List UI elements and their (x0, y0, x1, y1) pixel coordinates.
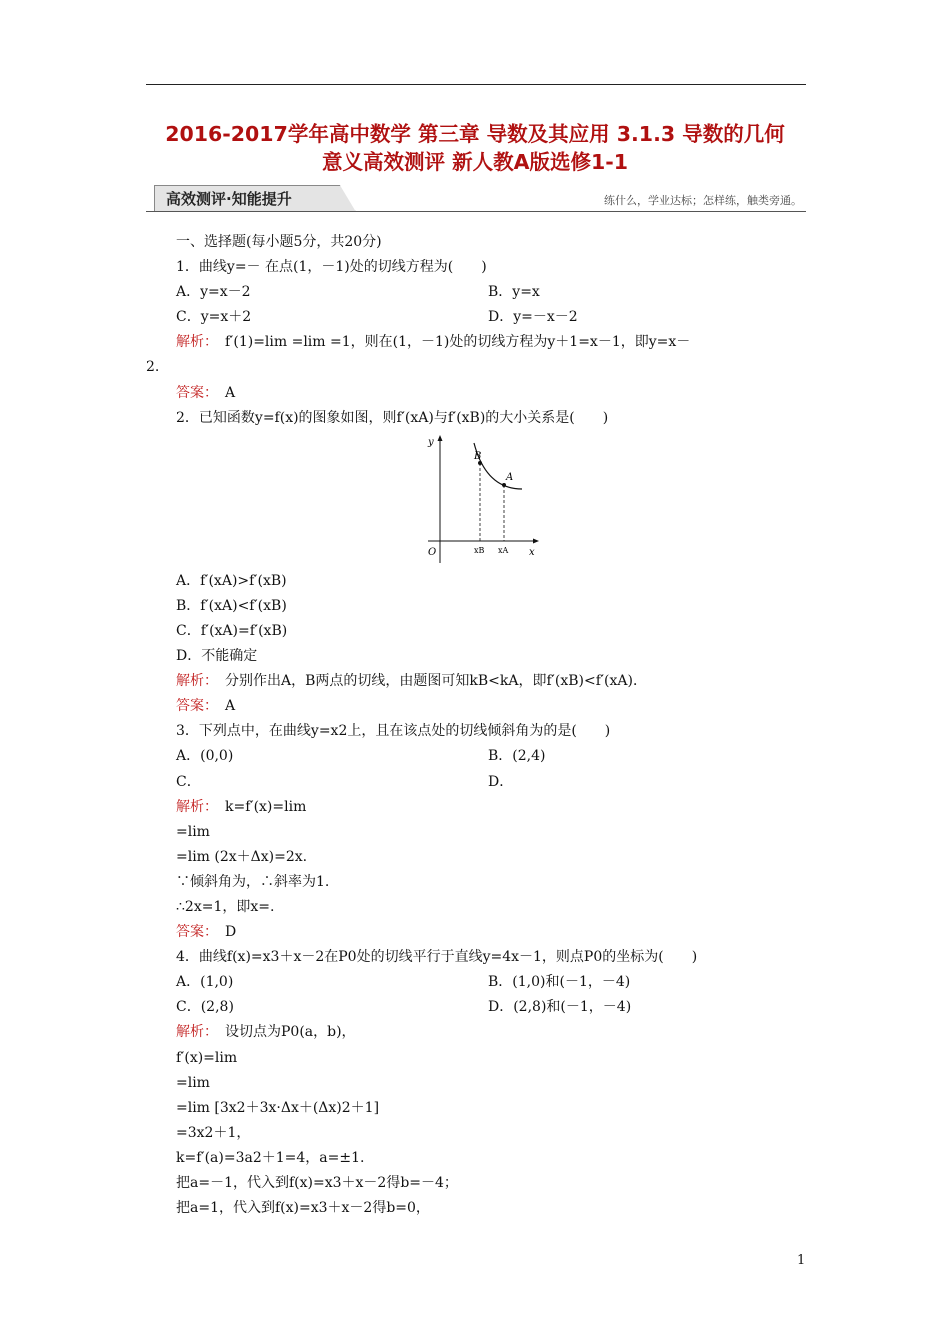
origin-label: O (428, 546, 437, 558)
question-2: 2．已知函数y=f(x)的图象如图，则f′(xA)与f′(xB)的大小关系是( ) (176, 409, 609, 426)
solution-3-step-2: =lim (176, 823, 210, 840)
question-4-options-cd (146, 995, 806, 1020)
answer-label: 答案： (176, 698, 211, 715)
question-3: 3．下列点中，在曲线y=x2上，且在该点处的切线倾斜角为的是( ) (176, 723, 611, 740)
page-number: 1 (797, 1253, 806, 1268)
solution-1 (146, 330, 806, 355)
solution-1-text: f′(1)=lim =lim =1，则在(1，－1)处的切线方程为y＋1=x－1，即y=x－ (211, 334, 691, 351)
option-2a: A．f′(xA)>f′(xB) (176, 572, 287, 589)
question-1-options-ab (146, 280, 806, 305)
option-1d: D．y=－x－2 (488, 309, 578, 326)
solution-4-step-2: f′(x)=lim (176, 1049, 238, 1066)
banner-label: 高效测评·知能提升 (166, 190, 292, 208)
function-graph (424, 435, 544, 567)
x-axis-label: x (529, 546, 535, 558)
solution-1-cont: 2. (146, 359, 160, 376)
section-heading: 一、选择题(每小题5分，共20分) (176, 234, 382, 250)
xa-label: xA (498, 545, 509, 555)
question-3-options-ab (146, 744, 806, 769)
question-1: 1．曲线y=－ 在点(1，－1)处的切线方程为( ) (176, 259, 487, 276)
banner-slogan: 练什么，学业达标；怎样练，触类旁通。 (604, 194, 802, 207)
solution-4 (146, 1020, 806, 1045)
solution-4-step-8: 把a=1，代入到f(x)=x3＋x－2得b=0， (176, 1200, 430, 1217)
solution-3 (146, 795, 806, 820)
question-4: 4．曲线f(x)=x3＋x－2在P0处的切线平行于直线y=4x－1，则点P0的坐标为( ) (176, 949, 698, 966)
function-curve (474, 443, 522, 489)
option-4d: D．(2,8)和(－1，－4) (488, 999, 632, 1016)
option-2b: B．f′(xA)<f′(xB) (176, 597, 287, 614)
solution-label: 解析： (176, 334, 211, 351)
point-a-label: A (506, 471, 514, 483)
solution-label: 解析： (176, 673, 211, 690)
header-rule (146, 84, 806, 85)
solution-2-text: 分别作出A，B两点的切线，由题图可知kB<kA，即f′(xB)<f′(xA)． (211, 673, 647, 690)
document-body (146, 230, 806, 1221)
solution-label: 解析： (176, 798, 211, 815)
answer-label: 答案： (176, 384, 211, 401)
solution-3-step-5: ∴2x=1，即x=. (176, 898, 275, 915)
solution-4-step-6: k=f′(a)=3a2＋1=4，a=±1. (176, 1149, 365, 1166)
solution-4-text: 设切点为P0(a，b)， (211, 1024, 356, 1041)
question-1-options-cd (146, 305, 806, 330)
y-axis-arrow (438, 435, 443, 441)
y-axis-label: y (428, 436, 434, 448)
solution-4-step-5: =3x2＋1， (176, 1124, 251, 1141)
option-4b: B．(1,0)和(－1，－4) (488, 974, 631, 991)
option-4a: A．(1,0) (176, 974, 234, 991)
solution-3-text: k=f′(x)=lim (211, 798, 307, 815)
solution-label: 解析： (176, 1024, 211, 1041)
x-axis-arrow (533, 538, 539, 543)
solution-4-step-3: =lim (176, 1074, 210, 1091)
answer-label: 答案： (176, 924, 211, 941)
solution-3-step-4: ∵倾斜角为，∴斜率为1. (176, 873, 330, 890)
option-1c: C．y=x＋2 (176, 309, 252, 326)
option-3d: D． (488, 773, 514, 790)
option-4c: C．(2,8) (176, 999, 234, 1016)
option-1b: B．y=x (488, 284, 540, 301)
solution-4-step-4: =lim [3x2＋3x·Δx＋(Δx)2＋1] (176, 1099, 380, 1116)
option-2c: C．f′(xA)=f′(xB) (176, 622, 288, 639)
answer-2 (146, 694, 806, 719)
question-3-options-cd (146, 770, 806, 795)
option-3a: A．(0,0) (176, 748, 234, 765)
answer-1-value: A (211, 384, 236, 401)
title-line-1: 2016-2017学年高中数学 第三章 导数及其应用 3.1.3 导数的几何 (165, 122, 785, 146)
option-3b: B．(2,4) (488, 748, 546, 765)
point-a (502, 483, 506, 487)
option-1a: A．y=x－2 (176, 284, 251, 301)
answer-3-value: D (211, 924, 237, 941)
option-3c: C． (176, 773, 201, 790)
section-banner (146, 185, 806, 213)
xb-label: xB (474, 545, 485, 555)
answer-2-value: A (211, 698, 236, 715)
point-b-label: B (474, 450, 482, 462)
question-4-options-ab (146, 970, 806, 995)
answer-3 (146, 920, 806, 945)
function-graph-figure (146, 431, 806, 569)
solution-2 (146, 669, 806, 694)
solution-4-step-7: 把a=－1，代入到f(x)=x3＋x－2得b=－4； (176, 1175, 458, 1191)
option-2d: D．不能确定 (176, 648, 258, 665)
answer-1 (146, 381, 806, 406)
banner-rule (146, 211, 806, 212)
title-line-2: 意义高效测评 新人教A版选修1-1 (321, 150, 629, 174)
solution-3-step-3: =lim (2x＋Δx)=2x. (176, 848, 308, 865)
document-title (120, 120, 830, 176)
